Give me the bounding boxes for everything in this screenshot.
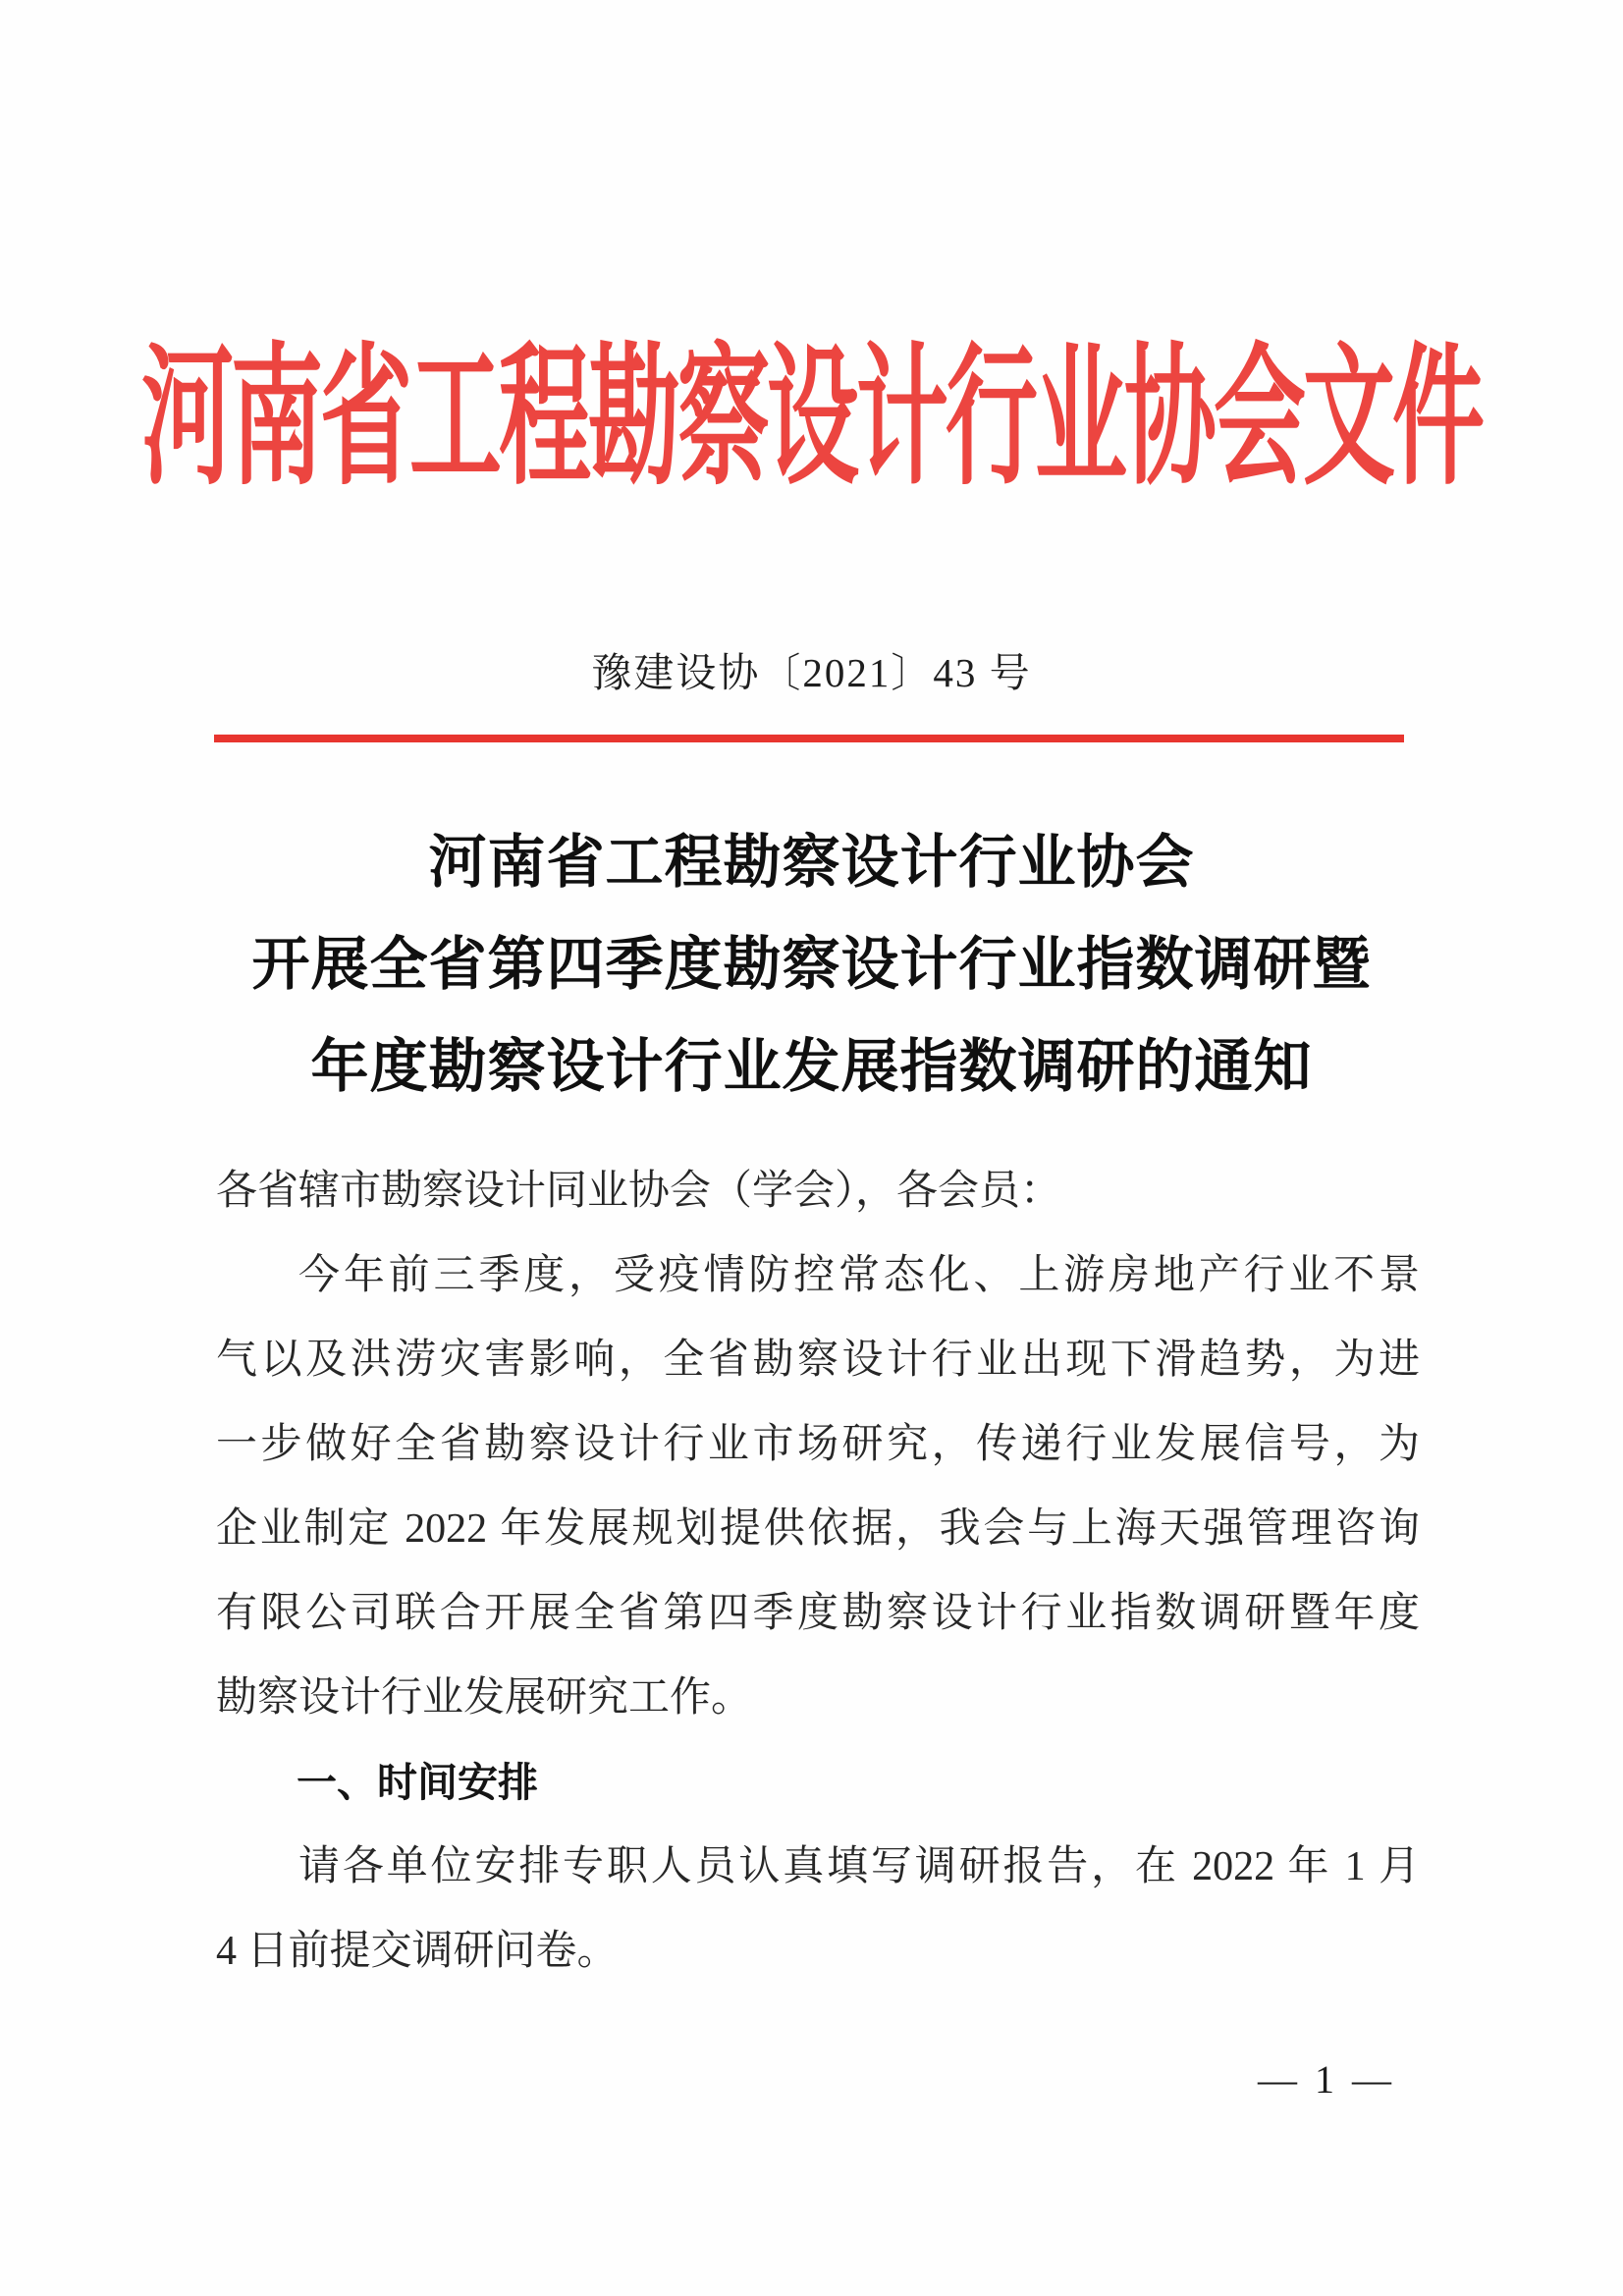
body-text-line: 企业制定 2022 年发展规划提供依据，我会与上海天强管理咨询 — [216, 1506, 1420, 1552]
page-number: — 1 — — [1258, 2057, 1395, 2102]
body-text-line: 一步做好全省勘察设计行业市场研究，传递行业发展信号，为 — [216, 1422, 1420, 1467]
notice-body — [216, 1149, 1420, 1994]
letterhead-banner-title: 河南省工程勘察设计行业协会文件 — [140, 335, 1482, 504]
body-text-line: 有限公司联合开展全省第四季度勘察设计行业指数调研暨年度 — [216, 1591, 1420, 1636]
salutation-line: 各省辖市勘察设计同业协会（学会），各会员： — [216, 1169, 1062, 1214]
notice-title-line: 年度勘察设计行业发展指数调研的通知 — [310, 1034, 1313, 1099]
paragraph-background — [216, 1233, 1420, 1740]
body-text-line: 请各单位安排专职人员认真填写调研报告，在 2022 年 1 月 — [298, 1844, 1420, 1889]
section1-heading: 一、时间安排 — [297, 1760, 538, 1805]
body-text-line: 气以及洪涝灾害影响，全省勘察设计行业出现下滑趋势，为进 — [216, 1338, 1420, 1383]
body-text-line: 4 日前提交调研问卷。 — [216, 1929, 619, 1974]
letterhead-banner — [0, 335, 1623, 504]
body-text-line: 勘察设计行业发展研究工作。 — [216, 1675, 753, 1721]
red-separator-rule — [214, 735, 1404, 742]
document-number: 豫建设协〔2021〕43 号 — [591, 650, 1032, 695]
body-text-line: 今年前三季度，受疫情防控常态化、上游房地产行业不景 — [298, 1253, 1420, 1298]
notice-title-line: 开展全省第四季度勘察设计行业指数调研暨 — [251, 932, 1372, 997]
paragraph-schedule — [216, 1825, 1420, 1994]
notice-title — [0, 811, 1623, 1118]
notice-title-line: 河南省工程勘察设计行业协会 — [428, 830, 1195, 895]
